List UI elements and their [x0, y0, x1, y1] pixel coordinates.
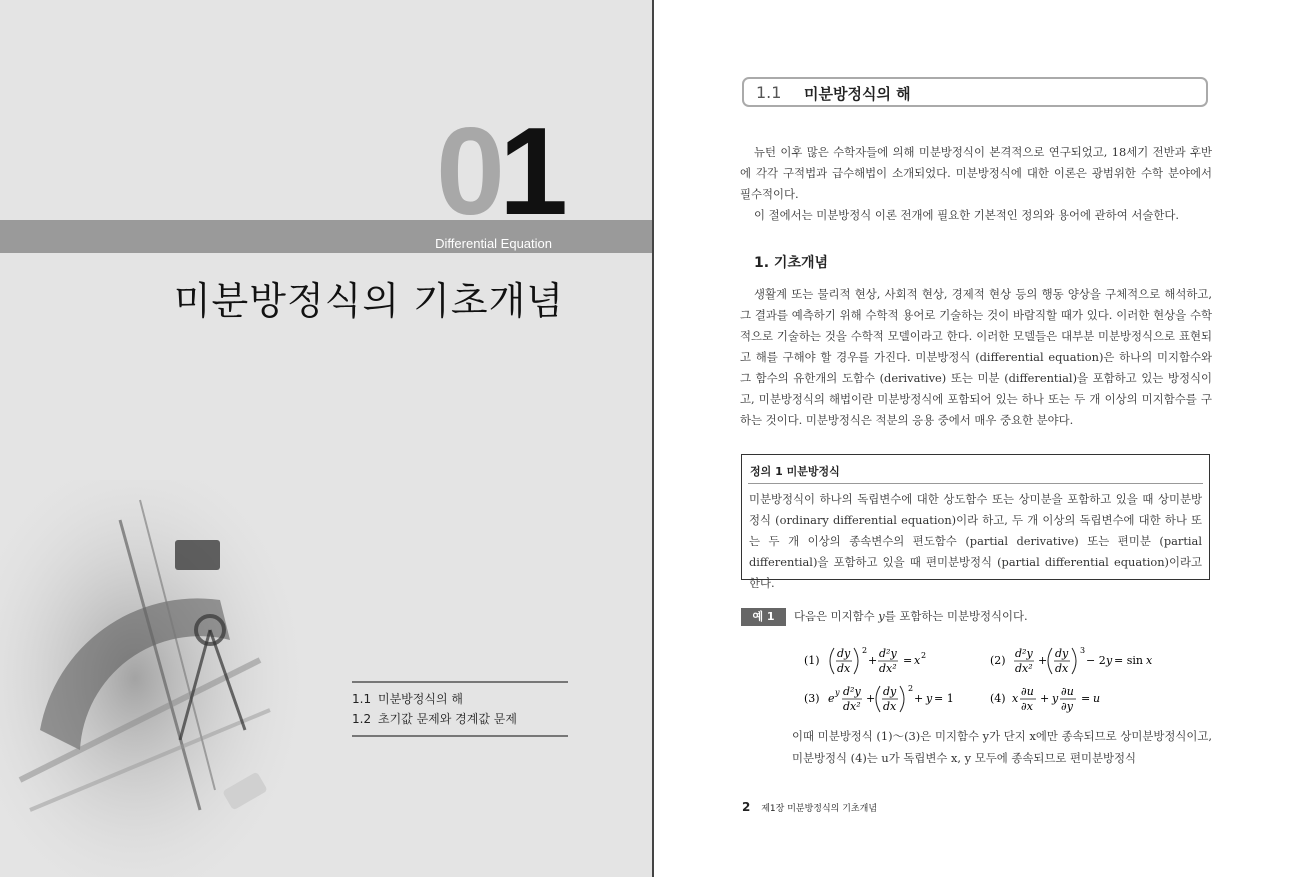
svg-text:dy: dy [883, 685, 897, 698]
svg-text:dx²: dx² [1015, 662, 1033, 675]
svg-text:+: + [914, 692, 924, 705]
svg-text:=: = [903, 654, 913, 667]
svg-text:x: x [1012, 692, 1019, 705]
definition-title: 정의 1 미분방정식 [750, 465, 840, 478]
page-number: 2 [742, 800, 751, 814]
svg-text:∂x: ∂x [1021, 700, 1033, 713]
svg-text:+: + [1038, 654, 1048, 667]
section-number: 1.1 [756, 83, 782, 102]
svg-text:u: u [1093, 692, 1101, 705]
subheading: 1. 기초개념 [754, 255, 829, 271]
toc-item[interactable]: 1.2 초기값 문제와 경계값 문제 [352, 712, 517, 726]
svg-text:= 1: = 1 [934, 692, 954, 705]
svg-text:dx: dx [883, 700, 897, 713]
equation-4 [990, 682, 1130, 716]
svg-text:y: y [835, 688, 840, 697]
svg-text:+: + [868, 654, 878, 667]
equation-1 [804, 644, 964, 678]
svg-text:e: e [828, 692, 835, 705]
svg-text:2: 2 [862, 646, 868, 655]
svg-text:∂u: ∂u [1021, 685, 1034, 698]
equation-3-label: (3) [804, 692, 820, 705]
section-title: 미분방정식의 해 [804, 85, 911, 103]
definition-rule [748, 483, 1203, 484]
intro-paragraph: 뉴턴 이후 많은 수학자들에 의해 미분방정식이 본격적으로 연구되었고, 18세기 전반과 후반에 각각 구적법과 급수해법이 소개되었다. 미분방정식에 대한 이론은 광범위한 수학 분야에서 필수적이다. 이 절에서는 미분방정식 이론 전개에 필요한 기본적인 정의와 용어에 관하여 서술한다. [740, 145, 1212, 222]
svg-text:y: y [1052, 692, 1059, 705]
example-explanation: 이때 미분방정식 (1)～(3)은 미지함수 y가 단지 x에만 종속되므로 상미분방정식이고, 미분방정식 (4)는 u가 독립변수 x, y 모두에 종속되므로 편미분방정식 [792, 729, 1212, 765]
right-page [654, 0, 1305, 877]
svg-text:d²y: d²y [1015, 647, 1033, 660]
svg-text:dx: dx [1055, 662, 1069, 675]
equation-4-label: (4) [990, 692, 1006, 705]
svg-text:y: y [926, 692, 933, 705]
chapter-toc [352, 681, 568, 737]
definition-box [741, 454, 1210, 590]
svg-text:dx²: dx² [879, 662, 897, 675]
chapter-subtitle: Differential Equation [435, 236, 552, 251]
svg-text:∂y: ∂y [1061, 700, 1073, 713]
svg-text:dy: dy [1055, 647, 1069, 660]
svg-text:dy: dy [837, 647, 851, 660]
equation-1-label: (1) [804, 654, 820, 667]
running-footer: 제1장 미분방정식의 기초개념 [761, 804, 878, 814]
svg-text:∂u: ∂u [1061, 685, 1074, 698]
svg-text:x: x [1146, 654, 1153, 667]
example-label: 예 1 [741, 608, 786, 626]
toc-item[interactable]: 1.1 미분방정식의 해 [352, 692, 463, 706]
svg-text:2: 2 [921, 651, 927, 660]
page-footer [742, 800, 877, 814]
svg-text:d²y: d²y [843, 685, 861, 698]
section-header [742, 77, 1208, 107]
example-intro: 다음은 미지함수 y를 포함하는 미분방정식이다. [794, 609, 1028, 623]
equation-3 [804, 682, 974, 716]
svg-text:=: = [1081, 692, 1091, 705]
definition-body: 미분방정식이 하나의 독립변수에 대한 상도함수 또는 상미분을 포함하고 있을 때 상미분방정식 (ordinary differential equation)이라 하고, 두 개 이상의 독립변수에 대한 하나 또는 두 개 이상의 종속변수의 편도함수 (partial derivative) 또는 편미분 (partial differential)을 포함하고 있을 때 편미분방정식 (partial differential equation)이라고 한다. [749, 492, 1202, 590]
equation-2 [990, 644, 1190, 678]
svg-text:+: + [866, 692, 876, 705]
svg-text:dx: dx [837, 662, 851, 675]
equation-2-label: (2) [990, 654, 1006, 667]
chapter-number: 01 [436, 103, 562, 241]
svg-text:y: y [1106, 654, 1113, 667]
svg-text:3: 3 [1080, 646, 1086, 655]
drafting-tools-image [0, 480, 300, 877]
svg-text:d²y: d²y [879, 647, 897, 660]
chapter-title: 미분방정식의 기초개념 [173, 279, 564, 323]
svg-text:x: x [914, 654, 921, 667]
svg-text:2: 2 [908, 684, 914, 693]
svg-text:= sin: = sin [1114, 654, 1143, 667]
left-page [0, 0, 652, 877]
body-paragraph: 생활계 또는 물리적 현상, 사회적 현상, 경제적 현상 등의 행동 양상을 구체적으로 해석하고, 그 결과를 예측하기 위해 수학적 용어로 기술하는 것이 바람직할 때가 있다. 이러한 현상을 수학적으로 기술하는 것을 수학적 모델이라고 한다. 이러한 모델들은 대부분 미분방정식으로 표현되고 해를 구해야 할 경우를 가진다. 미분방정식 (differential equation)은 하나의 미지함수와 그 함수의 유한개의 도함수 (derivative) 또는 미분 (differential)을 포함하고 있는 방정식이고, 미분방정식의 해법이란 미분방정식에 포함되어 있는 하나 또는 두 개 이상의 미지함수를 구하는 것이다. 미분방정식은 적분의 응용 중에서 매우 중요한 분야다. [740, 287, 1212, 427]
svg-text:dx²: dx² [843, 700, 861, 713]
svg-text:+: + [1040, 692, 1050, 705]
svg-text:− 2: − 2 [1086, 654, 1106, 667]
